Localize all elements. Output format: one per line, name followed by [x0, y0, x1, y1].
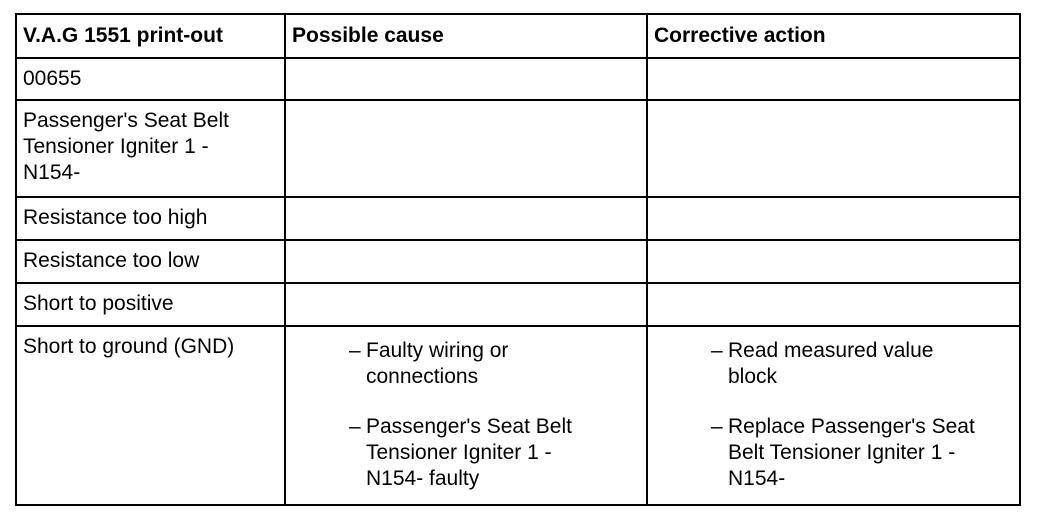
table-row — [16, 283, 1020, 326]
empty-cell — [647, 197, 1020, 240]
dash-bullet-icon: – — [711, 339, 723, 362]
table-row — [16, 197, 1020, 240]
list-item — [711, 414, 1013, 492]
empty-cell — [285, 100, 647, 197]
empty-cell — [647, 58, 1020, 100]
action-text: Read measured value block — [728, 339, 934, 388]
list-item — [711, 338, 1013, 390]
empty-cell — [285, 240, 647, 283]
header-printout: V.A.G 1551 print-out — [16, 14, 285, 58]
header-corrective-action: Corrective action — [647, 14, 1020, 58]
empty-cell — [285, 283, 647, 326]
fault-type-resistance-low: Resistance too low — [16, 240, 285, 283]
empty-cell — [647, 283, 1020, 326]
list-item — [349, 414, 640, 492]
empty-cell — [285, 197, 647, 240]
fault-code: 00655 — [16, 58, 285, 100]
cause-text: Passenger's Seat Belt Tensioner Igniter 1 - N154- faulty — [366, 415, 572, 490]
dash-bullet-icon: – — [349, 415, 361, 438]
table-row — [16, 100, 1020, 197]
empty-cell — [285, 58, 647, 100]
header-possible-cause: Possible cause — [285, 14, 647, 58]
fault-type-resistance-high: Resistance too high — [16, 197, 285, 240]
possible-cause-cell — [285, 326, 647, 505]
empty-cell — [647, 100, 1020, 197]
corrective-action-cell — [647, 326, 1020, 505]
dash-bullet-icon: – — [349, 339, 361, 362]
table-row — [16, 58, 1020, 100]
component-text: Passenger's Seat Belt Tensioner Igniter 1 - N154- — [23, 109, 229, 184]
possible-cause-list — [292, 338, 640, 492]
list-item — [349, 338, 640, 390]
dash-bullet-icon: – — [711, 415, 723, 438]
empty-cell — [647, 240, 1020, 283]
table-row — [16, 326, 1020, 505]
component-name — [16, 100, 285, 197]
fault-code-table — [15, 13, 1021, 506]
header-row — [16, 14, 1020, 58]
corrective-action-list — [654, 338, 1013, 492]
action-text: Replace Passenger's Seat Belt Tensioner Igniter 1 - N154- — [728, 415, 975, 490]
fault-type-short-positive: Short to positive — [16, 283, 285, 326]
cause-text: Faulty wiring or connections — [366, 339, 509, 388]
fault-type-short-ground: Short to ground (GND) — [16, 326, 285, 505]
table-row — [16, 240, 1020, 283]
